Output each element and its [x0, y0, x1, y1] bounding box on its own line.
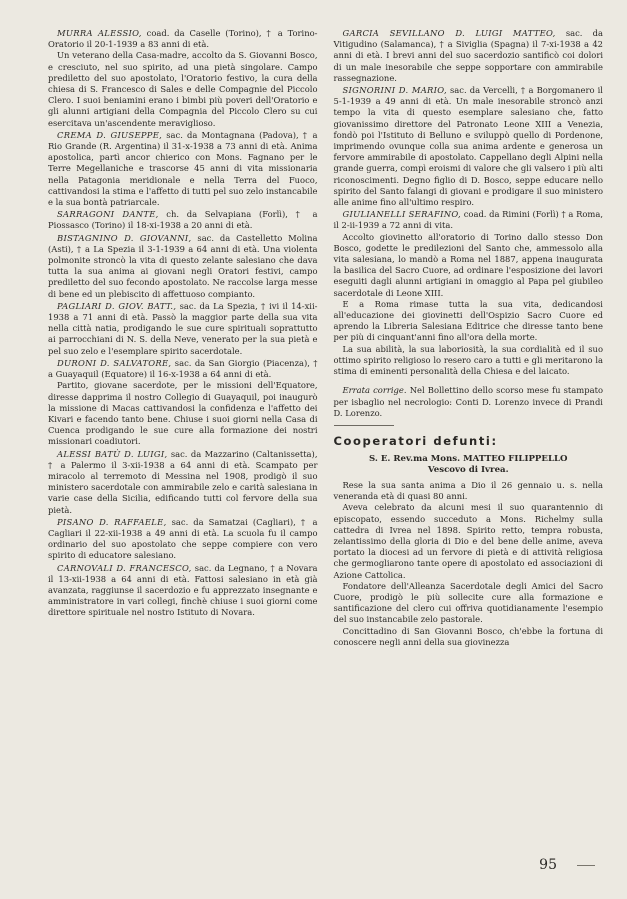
obituary-entry: [48, 563, 318, 619]
entry-text: sac. da La Spezia, † ivi il 14-xii-1938 a 71 anni di età. Passò la maggior parte della sua vita nella città natia, prodigando le sue cure spirituali soprattutto ai parrocchiani di N. S. della Neve, venerato per la sua pietà e pel suo zelo e l'esemplare spirito sacerdotale.: [48, 300, 318, 356]
obituary-entry: [48, 28, 318, 129]
entry-text: Accolto giovinetto all'oratorio di Torino dallo stesso Don Bosco, godette le predilezioni del Santo che, ammessolo alla vita salesiana, lo mandò a Roma nel 1887, appena inaugurata la basilica del Sacro Cuore, ad ordinare l'esposizione dei lavori eseguiti dagli alunni artigiani in omaggio al Papa pel giubileo sacerdotale di Leone XIII.: [333, 231, 603, 298]
entry-name: PAGLIARI D. GIOV. BATT.,: [57, 300, 177, 311]
entry-name: BISTAGNINO D. GIOVANNI,: [57, 232, 192, 243]
entry-paragraph: [48, 50, 318, 128]
obituary-entry: [48, 209, 318, 231]
bio-paragraph: Concittadino di San Giovanni Bosco, ch'ebbe la fortuna di conoscere negli anni della sua giovinezza: [333, 625, 603, 647]
entry-paragraph: [48, 209, 318, 231]
entry-name: DURONI D. SALVATORE,: [57, 357, 172, 368]
entry-text: sac. da Legnano, † a Novara il 13-xii-1938 a 64 anni di età. Fattosi salesiano in età già avanzata, raggiunse il sacerdozio e fu apprezzato insegnante e amministratore in vari collegi, finchè chiuse i suoi giorni come direttore spirituale nel nostro Istituto di Novara.: [48, 562, 318, 618]
entry-name: MURRA ALESSIO,: [57, 28, 142, 38]
obituary-entry: [334, 85, 604, 208]
entry-text: sac. da Montagnana (Padova), † a Rio Grande (R. Argentina) il 31-x-1938 a 73 anni di età. Anima apostolica, partì ancor chierico con Mons. Fagnano per le Terre Megellaniche e trascorse 45 anni di vita missionaria nella Patagonia meridionale e nella Terra del Fuoco, cattivandosi la stima e l'affetto di tutti pel suo zelo instancabile e la sua bontà patriarcale.: [48, 129, 318, 208]
page-number: 95: [539, 857, 557, 873]
entry-paragraph: [48, 449, 318, 516]
prelate-subtitle: Vescovo di Ivrea.: [427, 464, 509, 475]
entry-paragraph: [48, 358, 318, 380]
prelate-title: S. E. Rev.ma Mons. MATTEO FILIPPELLO: [368, 453, 568, 464]
entry-paragraph: [334, 232, 604, 299]
obituary-entry: [48, 449, 318, 516]
entry-paragraph: [48, 28, 318, 50]
errata-text: Nel Bollettino dello scorso mese fu stampato per isbaglio nel necrologio: Conti D. Lorenzo invece di Prandi D. Lorenzo.: [333, 385, 603, 418]
left-column: [48, 28, 318, 899]
entry-text: sac. da Samatzai (Cagliari), † a Cagliari il 22-xii-1938 a 49 anni di età. La scuola fu il campo ordinario del suo apostolato che seppe compiere con vero spirito di educatore salesiano.: [48, 516, 318, 561]
entry-name: GARCIA SEVILLANO D. LUIGI MATTEO,: [342, 28, 556, 38]
entry-paragraph: [334, 209, 604, 231]
divider: [334, 425, 394, 426]
entry-text: La sua abilità, la sua laboriosità, la sua cordialità ed il suo ottimo spirito religioso lo resero caro a tutti e gli meritarono la stima di eminenti personalità della Chiesa e del laicato.: [333, 343, 603, 377]
entry-paragraph: [334, 299, 604, 344]
entry-paragraph: [334, 28, 604, 84]
entry-text: sac. da Vercelli, † a Borgomanero il 5-1-1939 a 49 anni di età. Un male inesorabile stroncò anzi tempo la vita di questo esemplare salesiano che, fatto giovanissimo direttore del Patronato Leone XIII a Venezia, fondò poi l'Istituto di Belluno e sviluppò quello di Pordenone, imprimendo ovunque colla sua anima ardente e generosa un fervore ammirabile di apostolato. Cappellano degli Alpini nella grande guerra, compì eroismi di valore che gli valsero i più alti riconoscimenti. Degno figlio di D. Bosco, seppe educare nello spirito del Santo falangi di giovani e prodigare il suo ministero alle anime fino all'ultimo respiro.: [333, 85, 603, 208]
obituary-entry: [334, 209, 604, 377]
entry-text: sac. da Vitigudino (Salamanca), † a Siviglia (Spagna) il 7-xi-1938 a 42 anni di età. I brevi anni del suo sacerdozio santificò coi dolori di un male inesorabile che seppe sopportare con ammirabile rassegnazione.: [333, 28, 603, 83]
entry-name: CARNOVALI D. FRANCESCO,: [57, 562, 192, 573]
right-entries: [334, 28, 604, 377]
entry-name: SIGNORINI D. MARIO,: [342, 85, 447, 96]
obituary-entry: [48, 130, 318, 208]
obituary-entry: [48, 233, 318, 300]
entry-name: ALESSI BATÙ D. LUIGI,: [57, 448, 168, 459]
entry-name: PISANO D. RAFFAELE,: [57, 516, 167, 527]
bio-paragraph: Fondatore dell'Alleanza Sacerdotale degli Amici del Sacro Cuore, prodigò le più sollecite cure alla formazione e santificazione del clero cui offriva quotidianamente l'esempio del suo instancabile zelo pastorale.: [333, 580, 603, 625]
section-title: Cooperatori defunti:: [333, 433, 498, 448]
entry-name: CREMA D. GIUSEPPE,: [57, 129, 163, 140]
entry-text: Un veterano della Casa-madre, accolto da S. Giovanni Bosco, e cresciuto, nel suo spirito, ad una pietà singolare. Campo prediletto del suo apostolato, l'Oratorio festivo, la cura della chiesa di S. Francesco di Sales e delle Compagnie del Piccolo Clero. I suoi beniamini erano i bimbi più poveri dell'Oratorio e gli alunni artigiani della Compagnia del Piccolo Clero su cui esercitava un'ascendente meraviglioso.: [48, 50, 318, 128]
entry-paragraph: [48, 563, 318, 619]
prelate-bio: [334, 480, 604, 648]
entry-paragraph: [48, 233, 318, 300]
prelate-heading: [334, 454, 604, 476]
entry-paragraph: [48, 301, 318, 357]
obituary-entry: [48, 517, 318, 562]
errata-lead: Errata corrige.: [342, 385, 407, 396]
bio-paragraph: Rese la sua santa anima a Dio il 26 gennaio u. s. nella veneranda età di quasi 80 anni.: [333, 479, 603, 502]
bio-paragraph: Aveva celebrato da alcuni mesi il suo quarantennio di episcopato, essendo succeduto a Mons. Richelmy sulla cattedra di Ivrea nel 1898. Spirito retto, tempra robusta, zelantissimo della gloria di Dio e del bene delle anime, aveva portato la diocesi ad un fervore di pietà e di attività religiosa che germogliarono tante opere di apostolato ed associazioni di Azione Cattolica.: [333, 502, 603, 580]
entry-text: sac. da Castelletto Molina (Asti), † a La Spezia il 3-1-1939 a 64 anni di età. Una violenta polmonite stroncò la vita di questo zelante salesiano che dava tutta la sua anima ai giovani negli Oratori festivi, campo prediletto del suo fecondo apostolato. Ne raccolse larga messe di bene ed un plebiscito di affettuoso compianto.: [48, 232, 318, 299]
entry-text: E a Roma rimase tutta la sua vita, dedicandosi all'educazione dei giovinetti dell'Ospizio Sacro Cuore ed aprendo la Libreria Salesiana Editrice che diresse tanto bene per più di cinquant'anni fino all'ora della morte.: [333, 298, 603, 343]
entry-name: GIULIANELLI SERAFINO,: [342, 209, 462, 220]
entry-paragraph: [48, 380, 318, 447]
entry-text: sac. da San Giorgio (Piacenza), † a Guayaquil (Equatore) il 16-x-1938 a 64 anni di età.: [48, 357, 318, 380]
entry-text: ch. da Selvapiana (Forlì), † a Piossasco (Torino) il 18-xi-1938 a 20 anni di età.: [48, 209, 318, 231]
footer-dash: [577, 865, 595, 866]
right-column: [334, 28, 604, 899]
entry-text: sac. da Mazzarino (Caltanissetta), † a Palermo il 3-xii-1938 a 64 anni di età. Scampato per miracolo al terremoto di Messina nel 1908, prodigò il suo ministero sacerdotale con ammirabile zelo e carità salesiana in varie case della Sicilia, edificando tutti col fervore della sua pietà.: [48, 448, 318, 515]
obituary-entry: [334, 28, 604, 84]
obituary-entry: [48, 301, 318, 357]
errata-note: [334, 385, 604, 419]
entry-name: SARRAGONI DANTE,: [57, 209, 159, 220]
obituary-entry: [48, 358, 318, 448]
entry-paragraph: [334, 85, 604, 208]
entry-text: Partito, giovane sacerdote, per le missioni dell'Equatore, diresse dapprima il nostro Collegio di Guayaquil, poi inaugurò la missione di Macas cattivandosi la confidenza e l'affetto dei Kivari e facendo tanto bene. Chiuse i suoi giorni nella Casa di Cuenca prodigando le sue cure alla formazione dei nostri missionari coadiutori.: [48, 380, 318, 447]
entry-text: coad. da Rimini (Forlì) † a Roma, il 2-ii-1939 a 72 anni di vita.: [333, 209, 604, 231]
entry-text: coad. da Caselle (Torino), † a Torino-Oratorio il 20-1-1939 a 83 anni di età.: [48, 28, 318, 50]
entry-paragraph: [48, 130, 318, 208]
entry-paragraph: [334, 344, 604, 378]
entry-paragraph: [48, 517, 318, 562]
